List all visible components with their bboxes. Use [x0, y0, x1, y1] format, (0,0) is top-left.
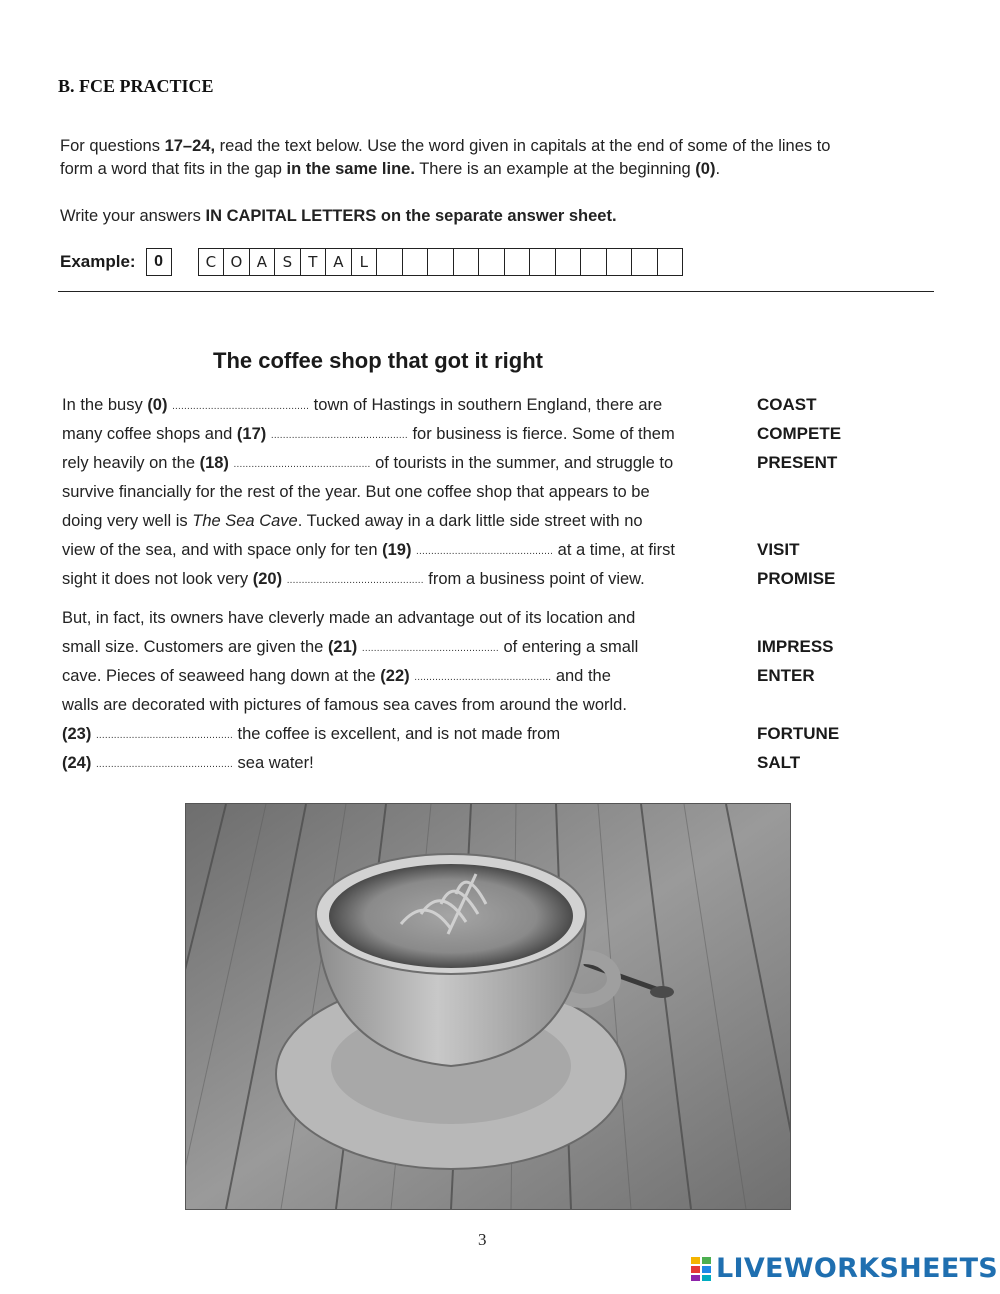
example-letter-cell — [403, 249, 429, 275]
example-letter-cell: T — [301, 249, 327, 275]
text-line: many coffee shops and (17) .............................................. for business is fierce. Some of them — [62, 425, 675, 443]
example-number-box: 0 — [146, 248, 172, 276]
word-compete: COMPETE — [757, 424, 842, 443]
page-number: 3 — [478, 1230, 487, 1249]
word-fortune: FORTUNE — [757, 724, 840, 743]
example-row — [60, 247, 683, 277]
text-line: In the busy (0) .............................................. town of Hastings in southern England, there are — [62, 396, 663, 414]
gap-24[interactable]: .............................................. — [95, 759, 233, 770]
example-letter-cell: S — [275, 249, 301, 275]
gap-23[interactable]: .............................................. — [95, 730, 233, 741]
text-line: rely heavily on the (18) .............................................. of tourists in the summer, and struggle to — [62, 454, 674, 472]
text-line: cave. Pieces of seaweed hang down at the (22) .............................................. and the — [62, 667, 611, 685]
text-line: doing very well is The Sea Cave. Tucked away in a dark little side street with no — [62, 512, 643, 530]
word-promise: PROMISE — [757, 569, 836, 588]
gap-21[interactable]: .............................................. — [361, 643, 499, 654]
word-impress: IMPRESS — [757, 637, 834, 656]
text-line: walls are decorated with pictures of famous sea caves from around the world. — [62, 696, 627, 714]
text-line: survive financially for the rest of the year. But one coffee shop that appears to be — [62, 483, 650, 501]
liveworksheets-logo[interactable] — [690, 1253, 998, 1284]
example-answer-grid — [198, 248, 684, 276]
text-title: The coffee shop that got it right — [213, 348, 543, 373]
example-letter-cell — [377, 249, 403, 275]
section-title: B. FCE PRACTICE — [58, 76, 214, 96]
example-letter-cell — [505, 249, 531, 275]
example-letter-cell: O — [224, 249, 250, 275]
example-label: Example: — [60, 252, 136, 271]
text-line: (24) .............................................. sea water! — [62, 754, 314, 772]
example-letter-cell — [454, 249, 480, 275]
example-letter-cell: C — [199, 249, 225, 275]
word-enter: ENTER — [757, 666, 815, 685]
word-present: PRESENT — [757, 453, 838, 472]
gap-20[interactable]: .............................................. — [286, 575, 424, 586]
example-letter-cell — [428, 249, 454, 275]
example-letter-cell — [607, 249, 633, 275]
word-coast: COAST — [757, 395, 817, 414]
example-letter-cell — [479, 249, 505, 275]
gap-18[interactable]: .............................................. — [233, 459, 371, 470]
example-letter-cell — [658, 249, 684, 275]
logo-text: LIVEWORKSHEETS — [716, 1253, 999, 1284]
text-line: view of the sea, and with space only for ten (19) .............................................. at a time, at first — [62, 541, 676, 559]
word-salt: SALT — [757, 753, 801, 772]
example-letter-cell: L — [352, 249, 378, 275]
text-line: sight it does not look very (20) .............................................. from a business point of view. — [62, 570, 645, 588]
coffee-cup-photo — [185, 803, 791, 1210]
text-line: (23) .............................................. the coffee is excellent, and is not made from — [62, 725, 561, 743]
example-letter-cell — [556, 249, 582, 275]
text-line: But, in fact, its owners have cleverly made an advantage out of its location and — [62, 609, 636, 627]
gap-0[interactable]: .............................................. — [172, 401, 310, 412]
example-letter-cell — [632, 249, 658, 275]
example-letter-cell — [530, 249, 556, 275]
gap-17[interactable]: .............................................. — [270, 430, 408, 441]
example-letter-cell — [581, 249, 607, 275]
liveworksheets-logo-icon — [690, 1256, 712, 1282]
example-letter-cell: A — [326, 249, 352, 275]
word-visit: VISIT — [757, 540, 800, 559]
example-letter-cell: A — [250, 249, 276, 275]
answer-instructions: Write your answers IN CAPITAL LETTERS on the separate answer sheet. — [60, 207, 617, 225]
divider — [58, 291, 934, 292]
instructions-paragraph: For questions 17–24, read the text below. Use the word given in capitals at the end of some of the lines to form a word that fits in the gap in the same line. There is an example at the beginning (0). — [60, 137, 831, 178]
text-line: small size. Customers are given the (21) .............................................. of entering a small — [62, 638, 639, 656]
gap-22[interactable]: .............................................. — [414, 672, 552, 683]
gap-19[interactable]: .............................................. — [416, 546, 554, 557]
